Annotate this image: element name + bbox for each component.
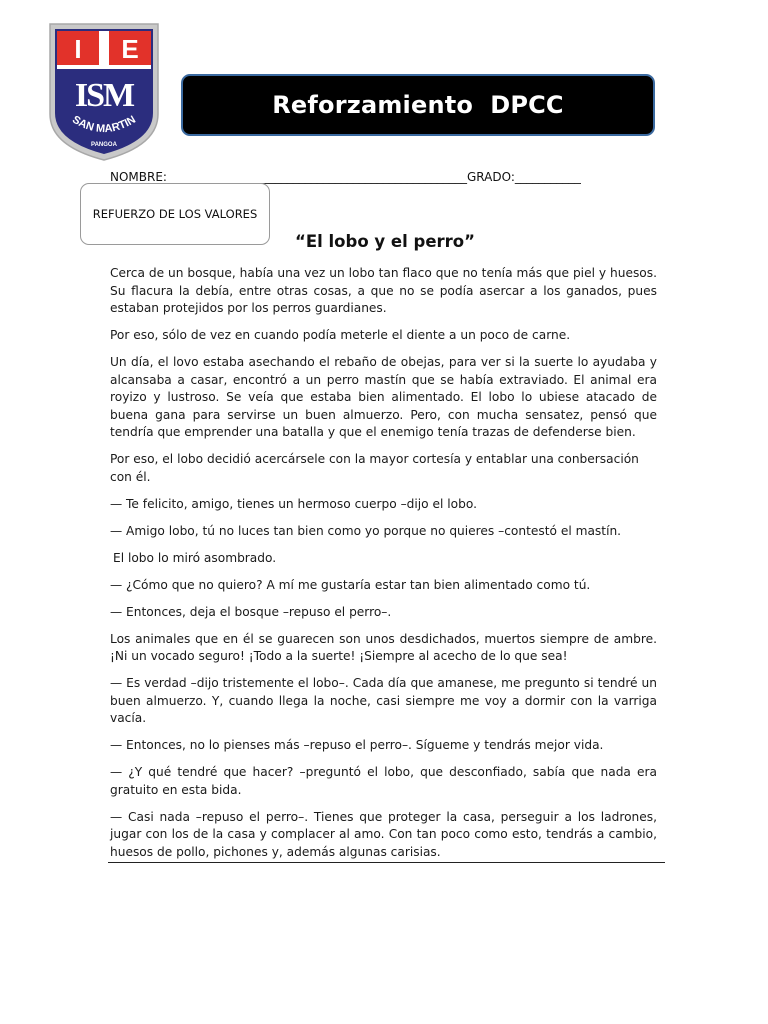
name-grade-line bbox=[110, 170, 581, 184]
story-paragraph: — Entonces, deja el bosque –repuso el perro–. bbox=[110, 604, 392, 619]
title-banner bbox=[181, 74, 655, 136]
values-box-label: REFUERZO DE LOS VALORES bbox=[92, 207, 258, 221]
crest-letter-i: I bbox=[74, 34, 82, 64]
story-paragraph: Los animales que en él se guarecen son unos desdichados, muertos siempre de ambre. ¡Ni un vocado seguro! ¡Todo a la suerte! ¡Siempre al acecho de lo que sea! bbox=[110, 631, 657, 663]
story-title: “El lobo y el perro” bbox=[295, 232, 475, 251]
story-paragraph: — Casi nada –repuso el perro–. Tienes que proteger la casa, perseguir a los ladrones, jugar con los de la casa y complacer al amo. Con tan poco como esto, tendrás a cambio, huesos de pollo, pichones y, además algunas carisias. bbox=[110, 809, 657, 859]
story-paragraph: — Entonces, no lo pienses más –repuso el perro–. Sígueme y tendrás mejor vida. bbox=[110, 738, 604, 752]
story-paragraph: — Es verdad –dijo tristemente el lobo–. Cada día que amanese, me pregunto si tendré un buen almuerzo. Y, cuando llega la noche, casi siempre me voy a dormir con la varriga vacía. bbox=[110, 676, 657, 725]
school-crest-logo bbox=[48, 22, 160, 162]
story-paragraph: El lobo lo miró asombrado. bbox=[113, 550, 277, 565]
crest-letter-e: E bbox=[121, 34, 139, 64]
name-label: NOMBRE: bbox=[110, 170, 167, 184]
story-paragraph: — Amigo lobo, tú no luces tan bien como yo porque no quieres –contestó el mastín. bbox=[110, 523, 622, 538]
story-paragraph: Un día, el lovo estaba asechando el rebaño de obejas, para ver si la suerte lo ayudaba y alcansaba a casar, encontró a un perro mastín que se había extraviado. El animal era royizo y lustroso. Se veía que estaba bien alimentado. El lobo lo ubiese atacado de buena gana para servirse un buen almuerzo. Pero, con mucha sensatez, pensó que tendría que emprender una batalla y que el enemigo tenía trazas de defenderse bien. bbox=[110, 355, 657, 439]
crest-place: PANGOA bbox=[91, 142, 117, 148]
story-paragraph: Por eso, sólo de vez en cuando podía meterle el diente a un poco de carne. bbox=[110, 328, 571, 342]
story-paragraph: — ¿Cómo que no quiero? A mí me gustaría estar tan bien alimentado como tú. bbox=[110, 577, 591, 592]
crest-monogram: ISM bbox=[74, 77, 134, 114]
grade-blank: ___________ bbox=[514, 170, 581, 184]
story-paragraph: Cerca de un bosque, había una vez un lobo tan flaco que no tenía más que piel y huesos. Su flacura la debía, entre otras cosas, a que no se podía asercar a los ganados, pues estaban protejidos por los perros guardianes. bbox=[110, 266, 657, 315]
bottom-divider bbox=[108, 862, 665, 863]
story-body bbox=[110, 265, 657, 871]
story-paragraph: — ¿Y qué tendré que hacer? –preguntó el lobo, que desconfiado, sabía que nada era gratuito en esta bida. bbox=[110, 765, 657, 797]
grade-label: GRADO: bbox=[466, 170, 515, 184]
story-paragraph: — Te felicito, amigo, tienes un hermoso cuerpo –dijo el lobo. bbox=[110, 496, 477, 511]
values-box bbox=[80, 183, 270, 245]
page-title: Reforzamiento DPCC bbox=[272, 91, 564, 119]
name-blank: __________________________________________________ bbox=[166, 170, 467, 184]
crest-school-name: SAN MARTIN bbox=[70, 113, 138, 136]
story-paragraph: Por eso, el lobo decidió acercársele con la mayor cortesía y entablar una conbersación con él. bbox=[110, 452, 639, 484]
